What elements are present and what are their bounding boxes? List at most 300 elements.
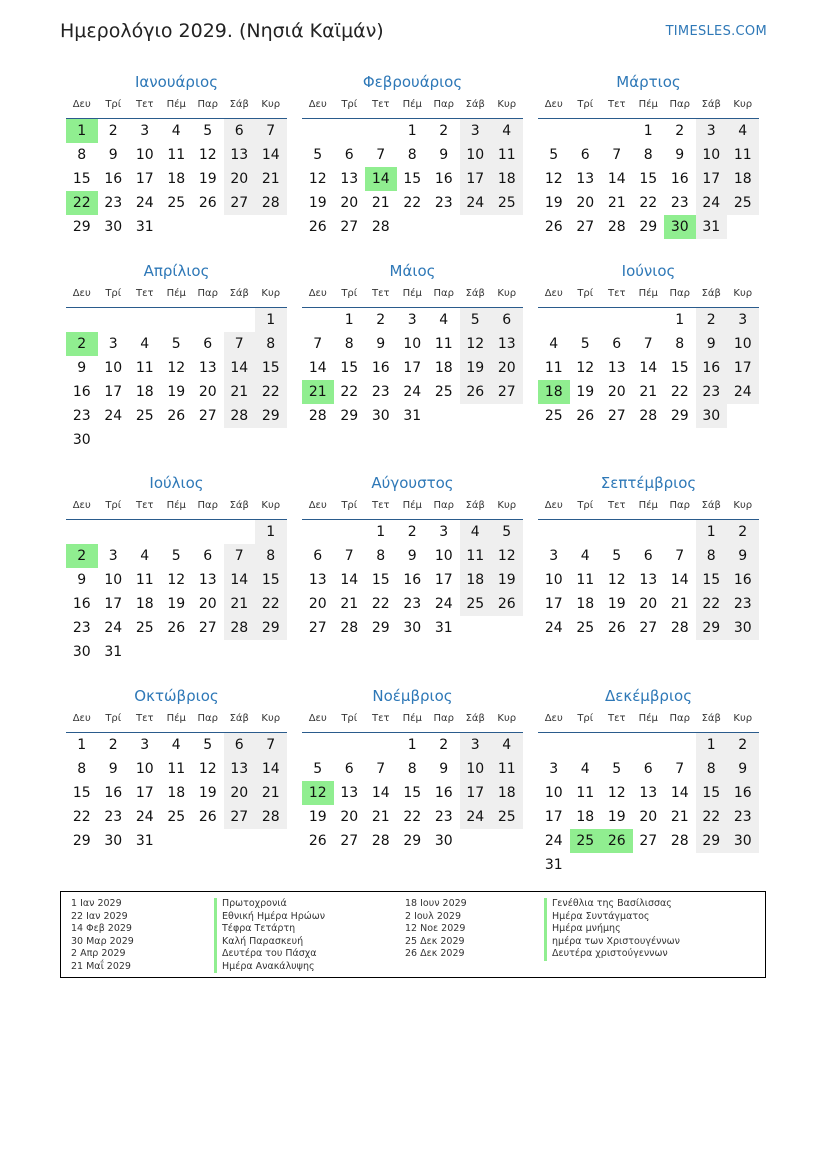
month-name: Ιούνιος (621, 262, 676, 280)
day-cell: 22 (670, 384, 689, 400)
weekday-label: Πέμ (166, 713, 186, 724)
week-row (538, 520, 759, 544)
day-cell: 1 (77, 737, 87, 753)
day-cell: 3 (140, 737, 150, 753)
day-cell: 26 (544, 219, 563, 235)
weekday-label: Παρ (433, 500, 454, 511)
weekday-header (538, 94, 759, 119)
day-cell: 17 (104, 384, 123, 400)
month-block (302, 684, 523, 853)
month-block (302, 259, 523, 428)
day-cell: 21 (371, 809, 390, 825)
day-cell: 16 (371, 360, 390, 376)
day-cell: 2 (727, 520, 759, 544)
day-cell: 24 (135, 809, 154, 825)
day-cell: 23 (403, 596, 422, 612)
empty-cell (302, 119, 334, 143)
day-cell: 1 (407, 123, 417, 139)
empty-cell (255, 428, 287, 452)
day-cell: 25 (460, 592, 492, 616)
day-cell: 26 (576, 408, 595, 424)
day-cell: 20 (340, 195, 359, 211)
day-cell: 12 (167, 360, 186, 376)
month-name: Μάρτιος (616, 73, 681, 91)
day-cell: 28 (224, 616, 256, 640)
day-cell: 2 (675, 123, 685, 139)
empty-cell (491, 215, 523, 239)
day-cell: 15 (696, 568, 728, 592)
week-row (302, 215, 523, 239)
day-cell: 27 (224, 805, 256, 829)
weekday-label: Κυρ (497, 713, 517, 724)
day-cell: 7 (224, 544, 256, 568)
day-cell: 16 (727, 781, 759, 805)
day-cell: 20 (224, 781, 256, 805)
day-cell: 28 (255, 191, 287, 215)
day-cell: 11 (576, 785, 595, 801)
month-block (66, 471, 287, 664)
day-cell: 13 (198, 572, 217, 588)
day-cell: 24 (727, 380, 759, 404)
weekday-header (538, 495, 759, 520)
empty-cell (460, 616, 492, 640)
day-cell: 17 (135, 171, 154, 187)
weekday-label: Παρ (433, 288, 454, 299)
weekday-label: Τρί (341, 713, 358, 724)
day-cell: 10 (460, 143, 492, 167)
empty-cell (664, 733, 696, 757)
day-cell: 28 (255, 805, 287, 829)
day-cell: 19 (544, 195, 563, 211)
empty-cell (129, 520, 161, 544)
day-cell: 16 (403, 572, 422, 588)
day-cell: 29 (72, 833, 91, 849)
day-cell: 13 (491, 332, 523, 356)
day-cell: 22 (255, 592, 287, 616)
weekday-label: Τετ (135, 99, 154, 110)
day-cell: 23 (104, 195, 123, 211)
day-cell: 12 (607, 572, 626, 588)
day-cell: 27 (308, 620, 327, 636)
day-cell: 7 (376, 147, 386, 163)
day-cell: 30 (72, 644, 91, 660)
day-cell: 1 (255, 520, 287, 544)
day-cell: 17 (727, 356, 759, 380)
day-cell: 12 (167, 572, 186, 588)
day-cell: 31 (544, 857, 563, 873)
day-cell: 25 (167, 195, 186, 211)
day-cell: 20 (224, 167, 256, 191)
week-row (66, 119, 287, 143)
day-cell: 9 (675, 147, 685, 163)
month-block (538, 684, 759, 877)
day-cell: 4 (460, 520, 492, 544)
empty-cell (98, 428, 130, 452)
day-cell: 9 (727, 544, 759, 568)
empty-cell (570, 853, 602, 877)
month-block (302, 70, 523, 239)
weekday-label: Πέμ (402, 713, 422, 724)
day-cell: 23 (371, 384, 390, 400)
weekday-label: Δευ (308, 288, 327, 299)
day-cell: 28 (371, 833, 390, 849)
day-cell: 11 (491, 143, 523, 167)
weekday-header (302, 708, 523, 733)
day-cell: 14 (371, 785, 390, 801)
day-cell: 4 (549, 336, 559, 352)
weekday-label: Δευ (544, 99, 563, 110)
weekday-label: Τετ (607, 500, 626, 511)
week-row (538, 356, 759, 380)
empty-cell (538, 520, 570, 544)
day-cell: 10 (544, 572, 563, 588)
week-row (538, 119, 759, 143)
day-cell: 25 (491, 805, 523, 829)
page-title: Ημερολόγιο 2029. (Νησιά Καϊμάν) (60, 20, 384, 42)
day-cell: 3 (549, 761, 559, 777)
day-cell: 14 (607, 171, 626, 187)
weekday-header (66, 94, 287, 119)
day-cell: 12 (607, 785, 626, 801)
weekday-label: Πέμ (402, 500, 422, 511)
day-cell: 6 (224, 119, 256, 143)
day-cell: 23 (434, 195, 453, 211)
weekday-label: Τρί (105, 288, 122, 299)
week-row (538, 829, 759, 853)
empty-cell (633, 733, 665, 757)
day-cell: 7 (376, 761, 386, 777)
day-cell: 13 (340, 171, 359, 187)
week-row (66, 829, 287, 853)
day-cell: 6 (643, 548, 653, 564)
day-cell: 15 (670, 360, 689, 376)
empty-cell (460, 829, 492, 853)
week-row (66, 544, 287, 568)
weekday-header (538, 708, 759, 733)
weekday-label: Κυρ (733, 500, 753, 511)
day-cell: 2 (376, 312, 386, 328)
week-row (302, 544, 523, 568)
day-cell: 24 (104, 408, 123, 424)
holiday-day-cell: 12 (302, 781, 334, 805)
holiday-date: 1 Ιαν 2029 (71, 898, 122, 909)
day-cell: 3 (108, 336, 118, 352)
day-cell: 31 (434, 620, 453, 636)
empty-cell (491, 404, 523, 428)
weekday-label: Τρί (105, 713, 122, 724)
day-cell: 25 (135, 408, 154, 424)
weekday-label: Τρί (577, 288, 594, 299)
weekday-label: Κυρ (733, 99, 753, 110)
day-cell: 25 (727, 191, 759, 215)
holiday-name: Ημέρα Ανακάλυψης (214, 961, 325, 974)
day-cell: 4 (491, 733, 523, 757)
empty-cell (334, 520, 366, 544)
day-cell: 15 (639, 171, 658, 187)
day-cell: 10 (104, 360, 123, 376)
week-row (302, 119, 523, 143)
week-row (66, 733, 287, 757)
day-cell: 22 (371, 596, 390, 612)
empty-cell (129, 640, 161, 664)
week-row (538, 592, 759, 616)
holiday-day-cell: 30 (664, 215, 696, 239)
day-cell: 8 (675, 336, 685, 352)
month-name: Οκτώβριος (134, 687, 219, 705)
weekday-label: Παρ (197, 99, 218, 110)
day-cell: 7 (255, 119, 287, 143)
holiday-day-cell: 14 (365, 167, 397, 191)
day-cell: 13 (639, 572, 658, 588)
week-row (538, 380, 759, 404)
day-cell: 7 (344, 548, 354, 564)
day-cell: 10 (544, 785, 563, 801)
empty-cell (570, 119, 602, 143)
day-cell: 1 (696, 733, 728, 757)
weekday-label: Τρί (105, 99, 122, 110)
empty-cell (664, 520, 696, 544)
day-cell: 23 (696, 380, 728, 404)
day-cell: 13 (607, 360, 626, 376)
day-cell: 22 (696, 805, 728, 829)
day-cell: 2 (439, 123, 449, 139)
week-row (302, 733, 523, 757)
site-link[interactable]: TIMESLES.COM (665, 24, 767, 39)
day-cell: 30 (104, 833, 123, 849)
day-cell: 24 (135, 195, 154, 211)
week-row (538, 781, 759, 805)
day-cell: 31 (696, 215, 728, 239)
day-cell: 16 (727, 568, 759, 592)
day-cell: 15 (403, 171, 422, 187)
empty-cell (538, 733, 570, 757)
day-cell: 29 (403, 833, 422, 849)
day-cell: 4 (580, 548, 590, 564)
day-cell: 4 (439, 312, 449, 328)
day-cell: 29 (255, 404, 287, 428)
weekday-label: Κυρ (261, 288, 281, 299)
day-cell: 30 (403, 620, 422, 636)
day-cell: 20 (491, 356, 523, 380)
weekday-label: Σάβ (701, 288, 721, 299)
day-cell: 1 (675, 312, 685, 328)
day-cell: 11 (576, 572, 595, 588)
day-cell: 3 (140, 123, 150, 139)
holiday-date: 25 Δεκ 2029 (405, 935, 465, 947)
weekday-label: Πέμ (166, 500, 186, 511)
day-cell: 6 (344, 761, 354, 777)
empty-cell (161, 640, 193, 664)
empty-cell (66, 520, 98, 544)
weekday-header (538, 283, 759, 308)
empty-cell (397, 215, 429, 239)
empty-cell (224, 308, 256, 332)
day-cell: 13 (639, 785, 658, 801)
day-cell: 21 (255, 167, 287, 191)
day-cell: 16 (434, 785, 453, 801)
day-cell: 13 (224, 757, 256, 781)
day-cell: 9 (439, 761, 449, 777)
day-cell: 5 (313, 147, 323, 163)
empty-cell (192, 428, 224, 452)
empty-cell (365, 733, 397, 757)
empty-cell (601, 308, 633, 332)
empty-cell (224, 520, 256, 544)
empty-cell (98, 520, 130, 544)
week-row (302, 757, 523, 781)
empty-cell (66, 308, 98, 332)
week-row (66, 805, 287, 829)
day-cell: 23 (727, 592, 759, 616)
holiday-day-cell: 22 (66, 191, 98, 215)
day-cell: 2 (108, 123, 118, 139)
weekday-header (302, 94, 523, 119)
day-cell: 16 (104, 171, 123, 187)
holiday-day-cell: 21 (302, 380, 334, 404)
day-cell: 18 (727, 167, 759, 191)
week-row (66, 568, 287, 592)
day-cell: 15 (403, 785, 422, 801)
week-row (66, 781, 287, 805)
day-cell: 17 (460, 167, 492, 191)
day-cell: 23 (434, 809, 453, 825)
day-cell: 20 (198, 596, 217, 612)
day-cell: 20 (198, 384, 217, 400)
holiday-date: 26 Δεκ 2029 (405, 948, 465, 959)
day-cell: 10 (135, 147, 154, 163)
day-cell: 3 (460, 733, 492, 757)
day-cell: 19 (460, 356, 492, 380)
day-cell: 18 (576, 809, 595, 825)
day-cell: 16 (696, 356, 728, 380)
weekday-label: Σάβ (701, 99, 721, 110)
month-block (538, 471, 759, 640)
day-cell: 9 (77, 360, 87, 376)
holiday-day-cell: 2 (66, 544, 98, 568)
day-cell: 14 (639, 360, 658, 376)
weekday-label: Πέμ (402, 288, 422, 299)
empty-cell (428, 404, 460, 428)
day-cell: 11 (135, 572, 154, 588)
week-row (538, 191, 759, 215)
holiday-name: Εθνική Ημέρα Ηρώων (214, 911, 325, 924)
day-cell: 15 (255, 568, 287, 592)
week-row (302, 356, 523, 380)
day-cell: 18 (167, 785, 186, 801)
day-cell: 27 (198, 620, 217, 636)
weekday-label: Κυρ (733, 288, 753, 299)
day-cell: 26 (607, 620, 626, 636)
weekday-label: Δευ (72, 99, 91, 110)
holiday-date: 18 Ιουν 2029 (405, 898, 467, 909)
weekday-label: Παρ (669, 288, 690, 299)
month-block (66, 70, 287, 239)
empty-cell (727, 853, 759, 877)
day-cell: 22 (255, 380, 287, 404)
day-cell: 1 (344, 312, 354, 328)
day-cell: 1 (643, 123, 653, 139)
weekday-header (302, 283, 523, 308)
weekday-label: Πέμ (166, 288, 186, 299)
day-cell: 25 (576, 620, 595, 636)
day-cell: 3 (696, 119, 728, 143)
empty-cell (161, 520, 193, 544)
day-cell: 14 (224, 356, 256, 380)
day-cell: 17 (544, 596, 563, 612)
weekday-label: Δευ (308, 713, 327, 724)
empty-cell (192, 829, 224, 853)
month-name: Αύγουστος (371, 474, 454, 492)
day-cell: 12 (544, 171, 563, 187)
day-cell: 16 (670, 171, 689, 187)
day-cell: 6 (313, 548, 323, 564)
day-cell: 9 (439, 147, 449, 163)
weekday-label: Κυρ (261, 500, 281, 511)
holiday-date: 22 Ιαν 2029 (71, 910, 128, 922)
day-cell: 8 (643, 147, 653, 163)
week-row (302, 380, 523, 404)
day-cell: 15 (255, 356, 287, 380)
day-cell: 5 (612, 548, 622, 564)
day-cell: 18 (167, 171, 186, 187)
day-cell: 11 (434, 336, 453, 352)
empty-cell (224, 640, 256, 664)
holiday-names-col-2 (544, 898, 680, 961)
week-row (538, 733, 759, 757)
holiday-name: Γενέθλια της Βασίλισσας (544, 898, 680, 911)
day-cell: 5 (612, 761, 622, 777)
week-row (538, 167, 759, 191)
day-cell: 13 (308, 572, 327, 588)
month-name: Νοέμβριος (372, 687, 453, 705)
day-cell: 21 (371, 195, 390, 211)
day-cell: 25 (544, 408, 563, 424)
day-cell: 7 (313, 336, 323, 352)
empty-cell (696, 853, 728, 877)
day-cell: 6 (203, 336, 213, 352)
day-cell: 28 (639, 408, 658, 424)
weekday-label: Σάβ (701, 713, 721, 724)
month-name: Δεκέμβριος (604, 687, 692, 705)
weekday-label: Δευ (544, 713, 563, 724)
empty-cell (633, 520, 665, 544)
day-cell: 3 (407, 312, 417, 328)
day-cell: 23 (72, 408, 91, 424)
week-row (538, 568, 759, 592)
day-cell: 16 (72, 596, 91, 612)
day-cell: 5 (171, 548, 181, 564)
day-cell: 8 (255, 544, 287, 568)
week-row (302, 568, 523, 592)
empty-cell (192, 520, 224, 544)
week-row (66, 428, 287, 452)
month-block (538, 70, 759, 239)
month-block (66, 684, 287, 853)
holiday-name: Ημέρα Συντάγματος (544, 911, 680, 924)
week-row (302, 781, 523, 805)
week-row (538, 853, 759, 877)
weekday-label: Κυρ (733, 713, 753, 724)
week-row (302, 308, 523, 332)
weekday-label: Τετ (371, 99, 390, 110)
empty-cell (538, 308, 570, 332)
day-cell: 7 (255, 733, 287, 757)
day-cell: 19 (198, 785, 217, 801)
empty-cell (633, 308, 665, 332)
day-cell: 28 (670, 620, 689, 636)
day-cell: 21 (340, 596, 359, 612)
day-cell: 17 (434, 572, 453, 588)
